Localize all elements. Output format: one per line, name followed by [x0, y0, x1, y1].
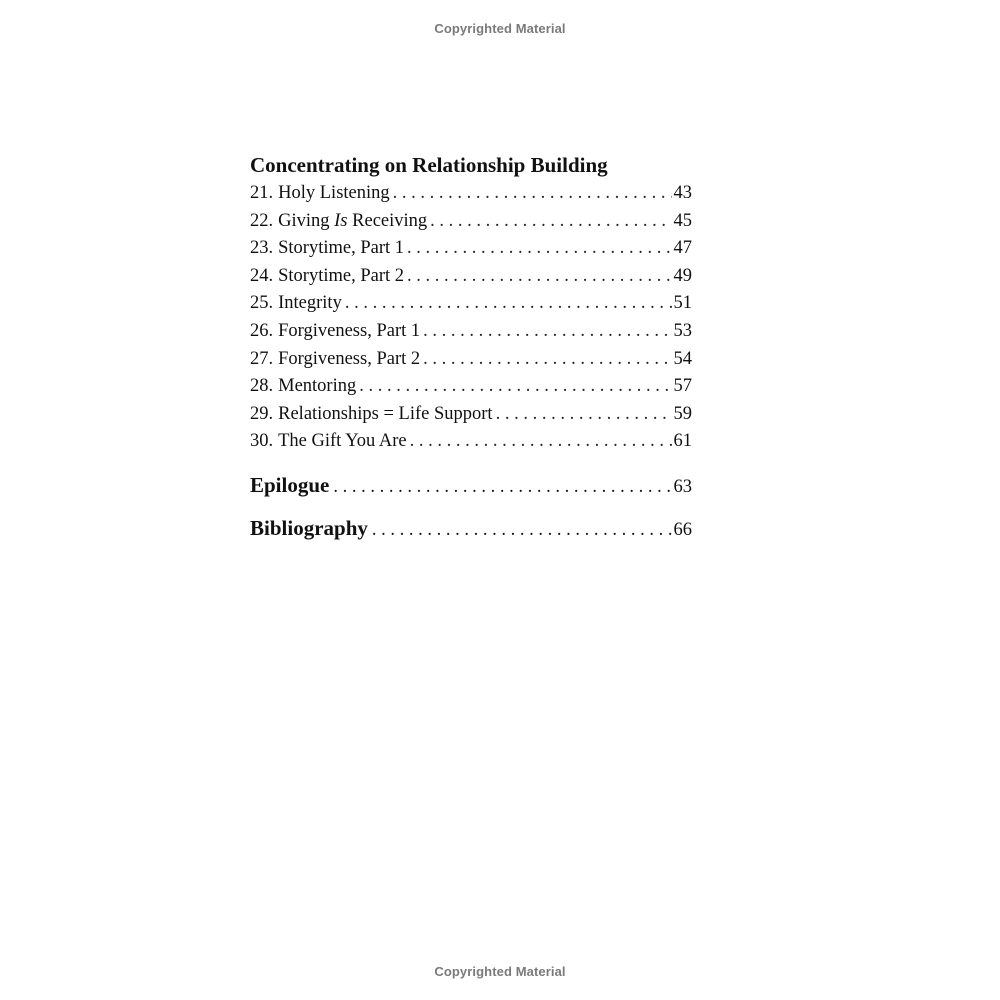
toc-entry-title: Mentoring	[278, 376, 357, 397]
dot-leader	[423, 318, 671, 346]
toc-entry-page: 63	[673, 476, 692, 497]
title-part: Giving	[278, 210, 335, 231]
toc-entry-page: 47	[673, 238, 692, 259]
toc-entry-number: 28.	[250, 376, 274, 397]
toc-entry-page: 59	[673, 403, 692, 424]
section-heading: Concentrating on Relationship Building	[250, 153, 608, 177]
dot-leader	[345, 290, 672, 318]
toc-entry-26[interactable]	[250, 318, 692, 346]
toc-entry-27[interactable]	[250, 346, 692, 374]
dot-leader	[410, 428, 672, 456]
toc-entry-28[interactable]	[250, 373, 692, 401]
toc-entry-23[interactable]	[250, 235, 692, 263]
dot-leader	[496, 401, 672, 429]
toc-entry-title: Holy Listening	[278, 183, 390, 203]
toc-entry-page: 43	[673, 183, 692, 203]
dot-leader	[333, 472, 671, 502]
toc-entry-30[interactable]	[250, 428, 692, 456]
toc-entry-page: 51	[673, 293, 692, 314]
toc-entry-number: 23.	[250, 238, 274, 259]
toc-entry-title: Relationships = Life Support	[278, 403, 493, 424]
dot-leader	[407, 235, 671, 263]
dot-leader	[393, 180, 672, 208]
toc-entry-number: 22.	[250, 210, 274, 231]
toc-entry-number: 29.	[250, 403, 274, 424]
copyright-watermark-top: Copyrighted Material	[434, 21, 566, 36]
toc-entry-bibliography[interactable]	[250, 513, 692, 543]
dot-leader	[430, 208, 671, 236]
toc-entry-number: 30.	[250, 431, 274, 452]
dot-leader	[423, 346, 671, 374]
toc-entry-22[interactable]	[250, 208, 692, 236]
toc-entry-21[interactable]	[250, 180, 692, 208]
toc-entry-page: 45	[673, 210, 692, 231]
toc-entry-page: 66	[673, 519, 692, 540]
title-italic-part: Is	[334, 210, 348, 231]
toc-entry-page: 53	[673, 320, 692, 341]
toc-entry-page: 61	[673, 431, 692, 452]
dot-leader	[407, 263, 671, 291]
toc-entry-number: 24.	[250, 265, 274, 286]
toc-entry-number: 21.	[250, 183, 274, 203]
toc-entry-title: The Gift You Are	[278, 431, 407, 452]
toc-entry-title: Integrity	[278, 293, 342, 314]
toc-entry-page: 57	[673, 376, 692, 397]
copyright-watermark-bottom: Copyrighted Material	[434, 964, 566, 979]
dot-leader	[372, 515, 672, 545]
toc-entry-25[interactable]	[250, 290, 692, 318]
toc-entry-number: 25.	[250, 293, 274, 314]
toc-entry-page: 54	[673, 348, 692, 369]
toc-entry-number: 26.	[250, 320, 274, 341]
toc-entry-title: Forgiveness, Part 2	[278, 348, 421, 369]
toc-entry-24[interactable]	[250, 263, 692, 291]
table-of-contents	[250, 150, 692, 543]
toc-entry-number: 27.	[250, 348, 274, 369]
title-part: Receiving	[347, 210, 428, 231]
toc-entry-title: Forgiveness, Part 1	[278, 320, 421, 341]
dot-leader	[359, 373, 671, 401]
toc-entry-title: Epilogue	[250, 472, 330, 497]
toc-entry-title: Storytime, Part 2	[278, 265, 405, 286]
toc-entry-page: 49	[673, 265, 692, 286]
toc-entry-title: Storytime, Part 1	[278, 238, 405, 259]
toc-entry-29[interactable]	[250, 401, 692, 429]
toc-entry-title: Bibliography	[250, 515, 368, 540]
toc-entry-title	[278, 208, 427, 236]
toc-entry-epilogue[interactable]	[250, 470, 692, 500]
